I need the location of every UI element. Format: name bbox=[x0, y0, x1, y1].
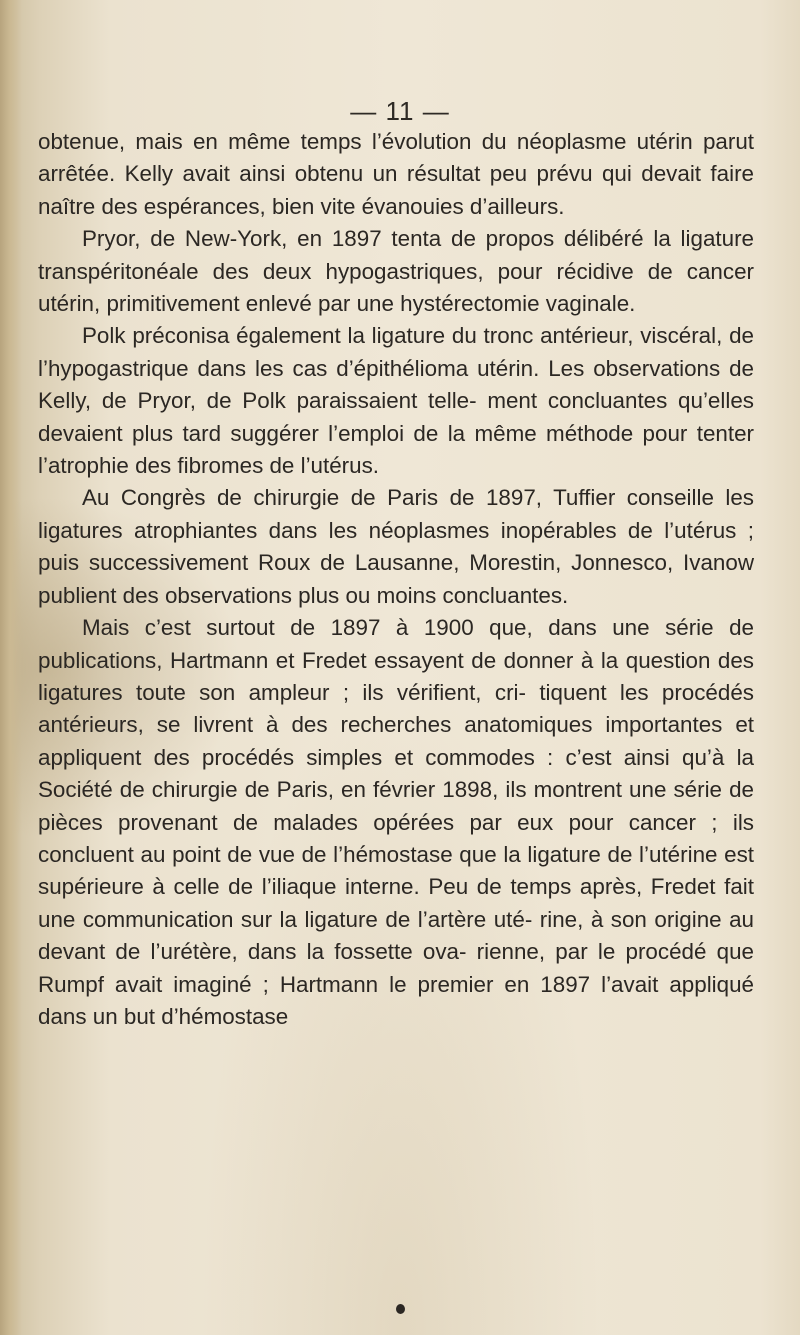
body-text bbox=[38, 126, 754, 1033]
page-binding-shadow bbox=[0, 0, 22, 1335]
paragraph-4: Au Congrès de chirurgie de Paris de 1897, Tuffier conseille les ligatures atrophiantes dans les néoplasmes inopérables de l’utérus ; puis successivement Roux de Lausanne, Morestin, Jonnesco, Ivanow publient des observations plus ou moins concluantes. bbox=[38, 485, 754, 608]
paragraph-5: Mais c’est surtout de 1897 à 1900 que, dans une série de publications, Hartmann et Fredet essayent de donner à la question des ligatures toute son ampleur ; ils vérifient, cri- tiquent les procédés antérieurs, se livrent à des recherches anatomiques importantes et appliquent des procédés simples et commodes : c’est ainsi qu’à la Société de chirurgie de Paris, en février 1898, ils montrent une série de pièces provenant de malades opérées par eux pour cancer ; ils concluent au point de vue de l’hémostase que la ligature de l’utérine est supérieure à celle de l’iliaque interne. Peu de temps après, Fredet fait une communication sur la ligature de l’artère uté- rine, à son origine au devant de l’urétère, dans la fossette ova- rienne, par le procédé que Rumpf avait imaginé ; Hartmann le premier en 1897 l’avait appliqué dans un but d’hémostase bbox=[38, 615, 754, 1029]
ink-spot bbox=[396, 1304, 405, 1314]
paragraph-2: Pryor, de New-York, en 1897 tenta de propos délibéré la ligature transpéritonéale des deux hypogastriques, pour récidive de cancer utérin, primitivement enlevé par une hystérectomie vaginale. bbox=[38, 226, 754, 317]
paragraph-3: Polk préconisa également la ligature du tronc antérieur, viscéral, de l’hypogastrique dans les cas d’épithélioma utérin. Les observations de Kelly, de Pryor, de Polk paraissaient telle- ment concluantes qu’elles devaient plus tard suggérer l’emploi de la même méthode pour tenter l’atrophie des fibromes de l’utérus. bbox=[38, 323, 754, 479]
paragraph-1: obtenue, mais en même temps l’évolution du néoplasme utérin parut arrêtée. Kelly avait ainsi obtenu un résultat peu prévu qui devait faire naître des espérances, bien vite évanouies d’ailleurs. bbox=[38, 129, 754, 219]
page-number: — 11 — bbox=[350, 96, 450, 126]
